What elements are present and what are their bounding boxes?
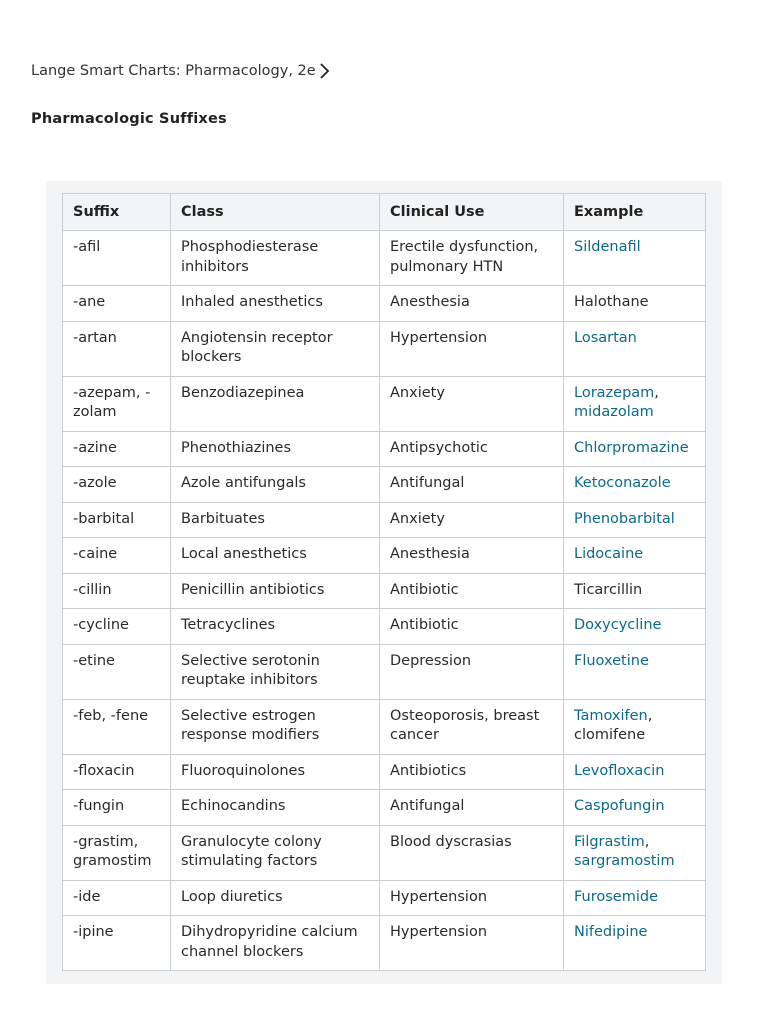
header-clinical-use: Clinical Use <box>380 194 564 231</box>
cell-clinical-use: Hypertension <box>380 321 564 376</box>
cell-class: Benzodiazepinea <box>171 376 380 431</box>
table-row <box>63 538 706 574</box>
cell-suffix: -grastim, gramostim <box>63 825 171 880</box>
cell-example <box>564 825 706 880</box>
table-row <box>63 231 706 286</box>
cell-class: Penicillin antibiotics <box>171 573 380 609</box>
drug-link[interactable]: Levofloxacin <box>574 762 665 779</box>
cell-clinical-use: Antipsychotic <box>380 431 564 467</box>
drug-link[interactable]: Phenobarbital <box>574 510 675 527</box>
table-row <box>63 916 706 971</box>
drug-text: , clomifene <box>574 707 653 743</box>
cell-clinical-use: Hypertension <box>380 916 564 971</box>
table-row <box>63 286 706 322</box>
cell-clinical-use: Hypertension <box>380 880 564 916</box>
table-row <box>63 321 706 376</box>
cell-suffix: -etine <box>63 644 171 699</box>
suffix-table <box>62 193 706 971</box>
cell-class: Loop diuretics <box>171 880 380 916</box>
cell-clinical-use: Blood dyscrasias <box>380 825 564 880</box>
cell-suffix: -azine <box>63 431 171 467</box>
cell-class: Azole antifungals <box>171 467 380 503</box>
cell-class: Selective serotonin reuptake inhibitors <box>171 644 380 699</box>
drug-text: , <box>644 833 650 850</box>
drug-link[interactable]: Lorazepam <box>574 384 655 401</box>
drug-link[interactable]: midazolam <box>574 404 654 420</box>
cell-example <box>564 502 706 538</box>
cell-class: Fluoroquinolones <box>171 754 380 790</box>
drug-link[interactable]: Doxycycline <box>574 617 662 633</box>
cell-suffix: -afil <box>63 231 171 286</box>
cell-class: Inhaled anesthetics <box>171 286 380 322</box>
cell-clinical-use: Antibiotic <box>380 573 564 609</box>
drug-link[interactable]: Ketoconazole <box>574 475 671 491</box>
drug-text: Ticarcillin <box>574 581 643 598</box>
cell-suffix: -fungin <box>63 790 171 826</box>
drug-link[interactable]: Furosemide <box>574 888 659 905</box>
table-header-row <box>63 194 706 231</box>
cell-suffix: -azepam, -zolam <box>63 376 171 431</box>
drug-link[interactable]: Lidocaine <box>574 546 644 562</box>
cell-example <box>564 286 706 322</box>
cell-clinical-use: Osteoporosis, breast cancer <box>380 699 564 754</box>
cell-clinical-use: Anxiety <box>380 502 564 538</box>
table-row <box>63 754 706 790</box>
table-row <box>63 880 706 916</box>
header-example: Example <box>564 194 706 231</box>
cell-suffix: -floxacin <box>63 754 171 790</box>
table-row <box>63 573 706 609</box>
cell-example <box>564 644 706 699</box>
cell-class: Dihydropyridine calcium channel blockers <box>171 916 380 971</box>
chevron-right-icon <box>319 63 331 79</box>
cell-example <box>564 431 706 467</box>
cell-clinical-use: Anxiety <box>380 376 564 431</box>
table-container[interactable] <box>46 181 722 984</box>
drug-text: Halothane <box>574 294 649 310</box>
table-row <box>63 644 706 699</box>
cell-example <box>564 699 706 754</box>
cell-example <box>564 467 706 503</box>
cell-suffix: -barbital <box>63 502 171 538</box>
cell-suffix: -ipine <box>63 916 171 971</box>
cell-example <box>564 538 706 574</box>
breadcrumb[interactable] <box>31 63 331 79</box>
header-class: Class <box>171 194 380 231</box>
cell-clinical-use: Anesthesia <box>380 286 564 322</box>
cell-class: Tetracyclines <box>171 609 380 645</box>
table-row <box>63 376 706 431</box>
table-row <box>63 467 706 503</box>
cell-suffix: -azole <box>63 467 171 503</box>
cell-clinical-use: Antifungal <box>380 467 564 503</box>
cell-example <box>564 231 706 286</box>
cell-clinical-use: Antibiotic <box>380 609 564 645</box>
drug-text: , <box>654 384 659 401</box>
drug-link[interactable]: sargramostim <box>574 853 675 869</box>
cell-class: Barbituates <box>171 502 380 538</box>
table-row <box>63 699 706 754</box>
table-row <box>63 502 706 538</box>
drug-link[interactable]: Sildenafil <box>574 239 641 255</box>
table-row <box>63 609 706 645</box>
page-title: Pharmacologic Suffixes <box>31 111 227 127</box>
cell-class: Granulocyte colony stimulating factors <box>171 825 380 880</box>
cell-example <box>564 321 706 376</box>
cell-class: Local anesthetics <box>171 538 380 574</box>
cell-class: Echinocandins <box>171 790 380 826</box>
cell-clinical-use: Erectile dysfunction, pulmonary HTN <box>380 231 564 286</box>
table-row <box>63 790 706 826</box>
cell-clinical-use: Antibiotics <box>380 754 564 790</box>
cell-example <box>564 609 706 645</box>
cell-suffix: -ane <box>63 286 171 322</box>
table-row <box>63 431 706 467</box>
cell-example <box>564 916 706 971</box>
drug-link[interactable]: Tamoxifen <box>574 707 648 724</box>
cell-example <box>564 790 706 826</box>
drug-link[interactable]: Fluoxetine <box>574 652 649 669</box>
header-suffix: Suffix <box>63 194 171 231</box>
cell-class: Phosphodiesterase inhibitors <box>171 231 380 286</box>
cell-example <box>564 880 706 916</box>
cell-clinical-use: Depression <box>380 644 564 699</box>
cell-example <box>564 754 706 790</box>
drug-link[interactable]: Caspofungin <box>574 798 665 814</box>
cell-suffix: -caine <box>63 538 171 574</box>
cell-class: Angiotensin receptor blockers <box>171 321 380 376</box>
cell-clinical-use: Antifungal <box>380 790 564 826</box>
cell-suffix: -cillin <box>63 573 171 609</box>
cell-class: Phenothiazines <box>171 431 380 467</box>
cell-suffix: -ide <box>63 880 171 916</box>
drug-link[interactable]: Filgrastim <box>574 833 645 850</box>
cell-example <box>564 376 706 431</box>
drug-link[interactable]: Chlorpromazine <box>574 439 689 456</box>
drug-link[interactable]: Nifedipine <box>574 924 648 940</box>
cell-class: Selective estrogen response modifiers <box>171 699 380 754</box>
drug-link[interactable]: Losartan <box>574 329 637 346</box>
cell-clinical-use: Anesthesia <box>380 538 564 574</box>
table-row <box>63 825 706 880</box>
cell-example <box>564 573 706 609</box>
cell-suffix: -artan <box>63 321 171 376</box>
cell-suffix: -feb, -fene <box>63 699 171 754</box>
cell-suffix: -cycline <box>63 609 171 645</box>
breadcrumb-book-link[interactable]: Lange Smart Charts: Pharmacology, 2e <box>31 63 316 79</box>
